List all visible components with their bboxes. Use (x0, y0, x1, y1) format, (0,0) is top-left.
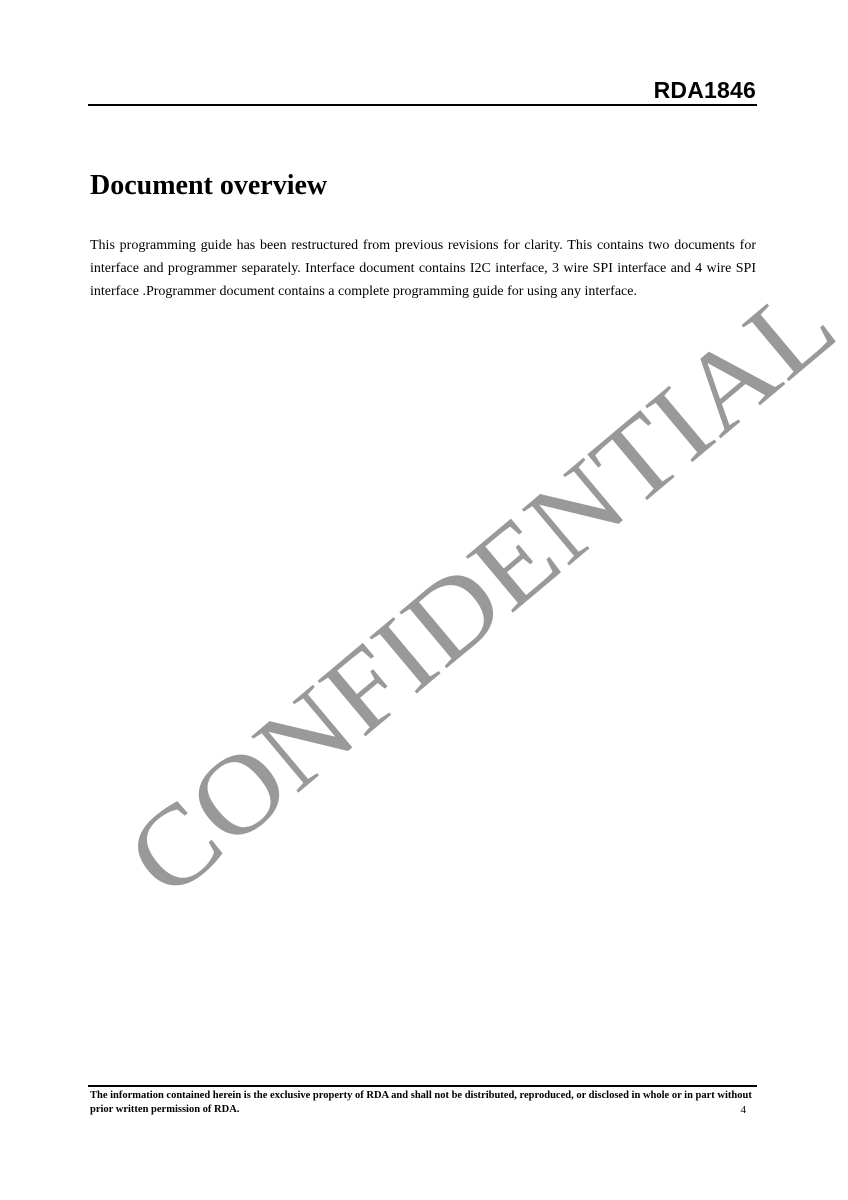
header-divider (88, 104, 757, 106)
footer-notice: The information contained herein is the exclusive property of RDA and shall not be distributed, reproduced, or disclosed in whole or in part without prior written permission of RDA. (90, 1090, 752, 1115)
page-number: 4 (740, 1104, 746, 1116)
footer-divider (88, 1085, 757, 1087)
header-title: RDA1846 (653, 77, 756, 103)
watermark-text: CONFIDENTIAL (104, 298, 814, 922)
overview-paragraph: This programming guide has been restructured from previous revisions for clarity. This contains two documents for interface and programmer separately. Interface document contains I2C interface, 3 wire SPI interface and 4 wire SPI interface .Programmer document contains a complete programming guide for using any interface. (90, 238, 756, 299)
page-title: Document overview (90, 170, 328, 201)
